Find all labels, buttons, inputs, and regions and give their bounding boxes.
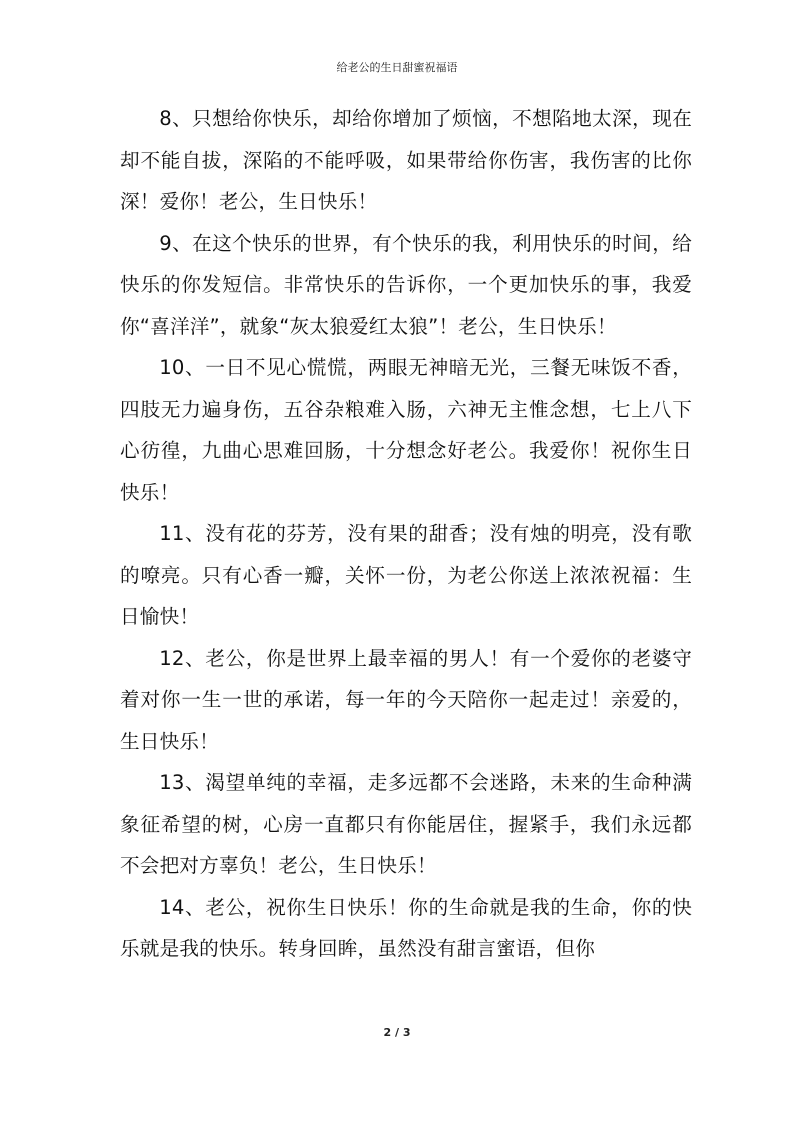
paragraph-11: 11、没有花的芬芳，没有果的甜香；没有烛的明亮，没有歌的嘹亮。只有心香一瓣，关怀一份，为老公你送上浓浓祝福：生日愉快！	[120, 522, 692, 628]
paragraph-12: 12、老公，你是世界上最幸福的男人！有一个爱你的老婆守着对你一生一世的承诺，每一年的今天陪你一起走过！亲爱的，生日快乐！	[120, 646, 692, 753]
page-number: 2 / 3	[383, 1026, 411, 1039]
paragraph-13: 13、渴望单纯的幸福，走多远都不会迷路，未来的生命种满象征希望的树，心房一直都只有你能居住，握紧手，我们永远都不会把对方辜负！老公，生日快乐！	[120, 771, 692, 877]
paragraph-9: 9、在这个快乐的世界，有个快乐的我，利用快乐的时间，给快乐的你发短信。非常快乐的告诉你，一个更加快乐的事，我爱你“喜洋洋”，就象“灰太狼爱红太狼”！老公，生日快乐！	[120, 231, 692, 338]
paragraph-10: 10、一日不见心慌慌，两眼无神暗无光，三餐无味饭不香，四肢无力遍身伤，五谷杂粮难入肠，六神无主惟念想，七上八下心彷徨，九曲心思难回肠，十分想念好老公。我爱你！祝你生日快乐！	[120, 356, 692, 504]
document-body	[120, 98, 692, 970]
page-header-title: 给老公的生日甜蜜祝福语	[336, 61, 458, 74]
paragraph-14: 14、老公，祝你生日快乐！你的生命就是我的生命，你的快乐就是我的快乐。转身回眸，虽然没有甜言蜜语，但你	[120, 895, 692, 960]
paragraph-8: 8、只想给你快乐，却给你增加了烦恼，不想陷地太深，现在却不能自拔，深陷的不能呼吸，如果带给你伤害，我伤害的比你深！爱你！老公，生日快乐！	[120, 107, 692, 213]
